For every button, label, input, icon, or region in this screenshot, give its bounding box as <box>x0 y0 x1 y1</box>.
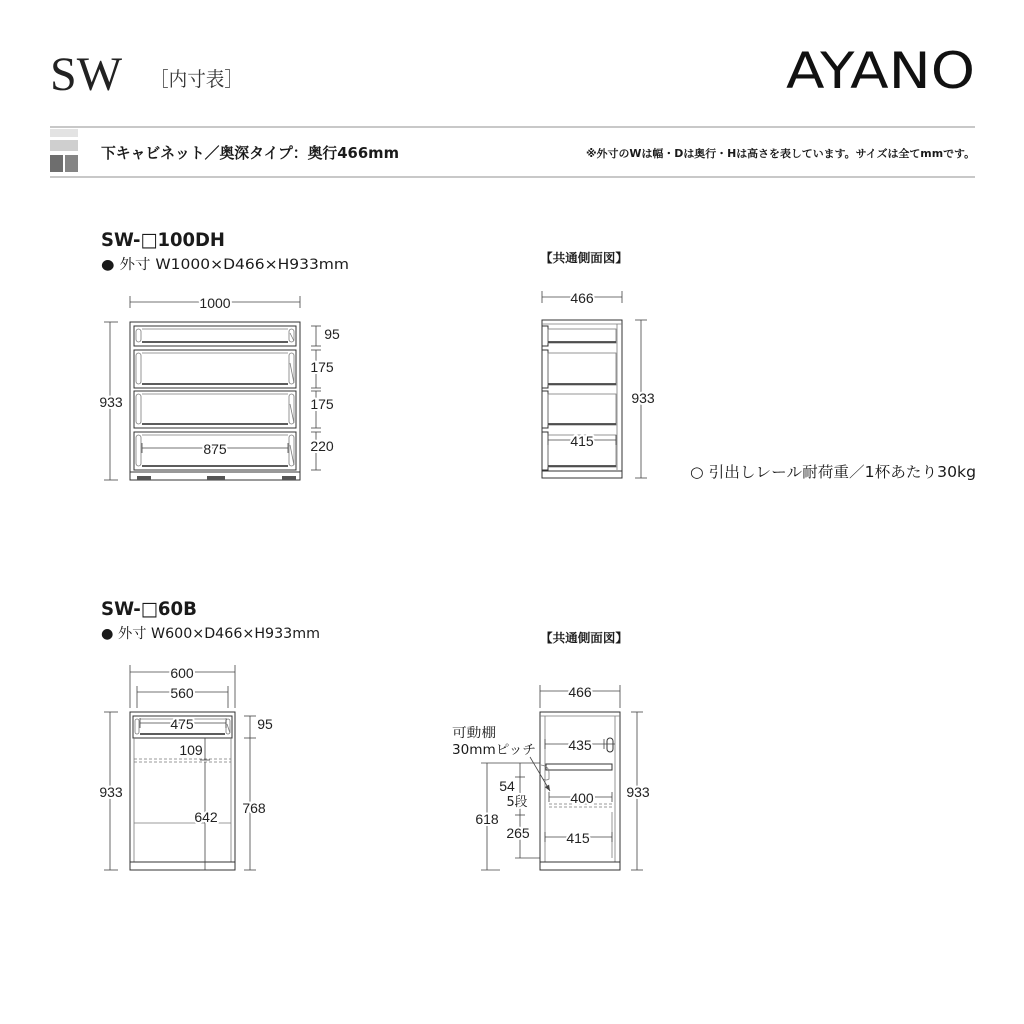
side-drawer-2 <box>542 350 616 388</box>
dim-label: 933 <box>626 784 650 800</box>
side-outline <box>542 320 622 478</box>
dim-label: 875 <box>203 441 227 457</box>
dim-label: 933 <box>631 390 655 406</box>
dim-inner-height <box>242 738 266 870</box>
dim-upper-depth <box>545 737 615 753</box>
leader-arrow-icon <box>545 785 550 791</box>
dim-lower-space <box>194 762 218 870</box>
dim-label: 642 <box>194 809 218 825</box>
side-view <box>452 684 650 870</box>
side-view-title: 【共通側面図】 <box>540 631 625 645</box>
foot-left <box>137 476 151 480</box>
product-sw-60b <box>99 598 650 870</box>
drawer-rail-left <box>136 353 141 384</box>
side-view <box>542 290 655 478</box>
category-title: 下キャビネット／奥深タイプ：奥行466mm <box>101 144 399 162</box>
swatch-dark-left <box>50 155 63 172</box>
model-name: SW-□100DH <box>101 229 225 251</box>
dim-label: 768 <box>242 800 266 816</box>
outer-dimensions: ● 外寸 W1000×D466×H933mm <box>101 257 326 273</box>
dim-drawer-height <box>244 716 273 738</box>
dim-label: 933 <box>99 784 123 800</box>
pitch-label: 30mmピッチ <box>452 743 536 758</box>
dim-label: 466 <box>568 684 592 700</box>
drawer-front-edge <box>542 326 548 346</box>
dim-label: 415 <box>570 433 594 449</box>
dim-height <box>99 712 123 870</box>
drawer-3 <box>134 391 296 428</box>
drawer-1 <box>134 326 296 346</box>
product-sw-100dh <box>99 229 976 481</box>
drawer-front-edge <box>542 391 548 428</box>
page-subtitle: ［内寸表］ <box>150 67 243 91</box>
brand-logo: AYANO <box>786 42 975 100</box>
dim-shelf-depth <box>549 790 612 806</box>
header <box>50 42 975 177</box>
drawer-rail-slope <box>290 333 294 341</box>
dim-label-drawer-4: 220 <box>310 438 334 454</box>
dim-height <box>626 712 650 870</box>
front-view <box>99 665 273 870</box>
drawer-box <box>548 329 616 343</box>
dim-label: 1000 <box>199 295 231 311</box>
plinth <box>130 472 300 480</box>
dim-label: 933 <box>99 394 123 410</box>
drawer-front <box>134 350 296 388</box>
side-drawer-1 <box>542 326 616 346</box>
drawer-box <box>548 394 616 425</box>
dim-width <box>130 295 300 311</box>
side-view-title: 【共通側面図】 <box>540 251 625 265</box>
dim-label: 560 <box>170 685 194 701</box>
dim-label-drawer-2: 175 <box>310 359 334 375</box>
dim-label: 415 <box>566 830 590 846</box>
drawer-box <box>548 353 616 385</box>
drawer-rail-slope <box>290 445 294 465</box>
dim-height <box>99 322 123 480</box>
series-title: SW <box>50 48 123 101</box>
drawer-front-edge <box>542 432 548 470</box>
side-drawer-3 <box>542 391 616 428</box>
drawer-rail-left <box>136 435 141 466</box>
outer-dimensions: ● 外寸 W600×D466×H933mm <box>101 626 317 642</box>
dim-drawer-width <box>140 716 226 732</box>
dim-label: 475 <box>170 716 194 732</box>
shelf-pitch-annotation <box>452 725 550 870</box>
pitch-bottom-label: 265 <box>506 825 530 841</box>
rail-load-note: ○ 引出しレール耐荷重／1杯あたり30kg <box>690 463 976 481</box>
dim-label: 400 <box>570 790 594 806</box>
adjustable-shelf <box>546 764 612 770</box>
handle-icon <box>607 738 613 752</box>
model-name: SW-□60B <box>101 598 197 620</box>
drawer-rail-left <box>135 719 139 734</box>
dim-inner-width <box>137 685 228 708</box>
drawer-rail-slope <box>290 404 294 423</box>
swatch-mid <box>50 140 78 151</box>
dim-label: 600 <box>170 665 194 681</box>
drawer-front-edge <box>542 350 548 388</box>
dim-label: 95 <box>257 716 273 732</box>
dim-lower-depth <box>545 830 612 846</box>
drawer-2 <box>134 350 296 388</box>
pitch-top-label: 54 <box>499 778 515 794</box>
swatch-dark-right <box>65 155 78 172</box>
swatch-light <box>50 129 78 137</box>
units-note: ※外寸のWは幅・Dは奥行・Hは高さを表しています。サイズは全てmmです。 <box>586 148 960 160</box>
dim-label-drawer-3: 175 <box>310 396 334 412</box>
dim-upper-space <box>179 738 210 760</box>
dim-label: 109 <box>179 742 203 758</box>
dim-inner-width <box>142 441 288 457</box>
dim-depth <box>542 290 622 306</box>
foot-center <box>207 476 225 480</box>
drawer-rail-left <box>136 394 141 424</box>
front-view <box>99 295 340 480</box>
dim-drawer-heights <box>310 326 340 470</box>
foot-right <box>282 476 296 480</box>
drawer-rail-slope <box>227 724 230 733</box>
dim-depth <box>540 684 620 708</box>
pitch-steps-label: 5段 <box>506 795 528 810</box>
shelf-label: 可動棚 <box>452 726 492 741</box>
dim-label-drawer-1: 95 <box>324 326 340 342</box>
cabinet-outline <box>130 712 235 870</box>
drawer-rail-left <box>136 329 141 342</box>
dim-height <box>631 320 655 478</box>
range-label: 618 <box>475 811 499 827</box>
dim-label: 435 <box>568 737 592 753</box>
category-swatch-icon <box>50 129 78 172</box>
drawer-front <box>134 391 296 428</box>
drawer-rail-slope <box>290 363 294 383</box>
dim-label: 466 <box>570 290 594 306</box>
